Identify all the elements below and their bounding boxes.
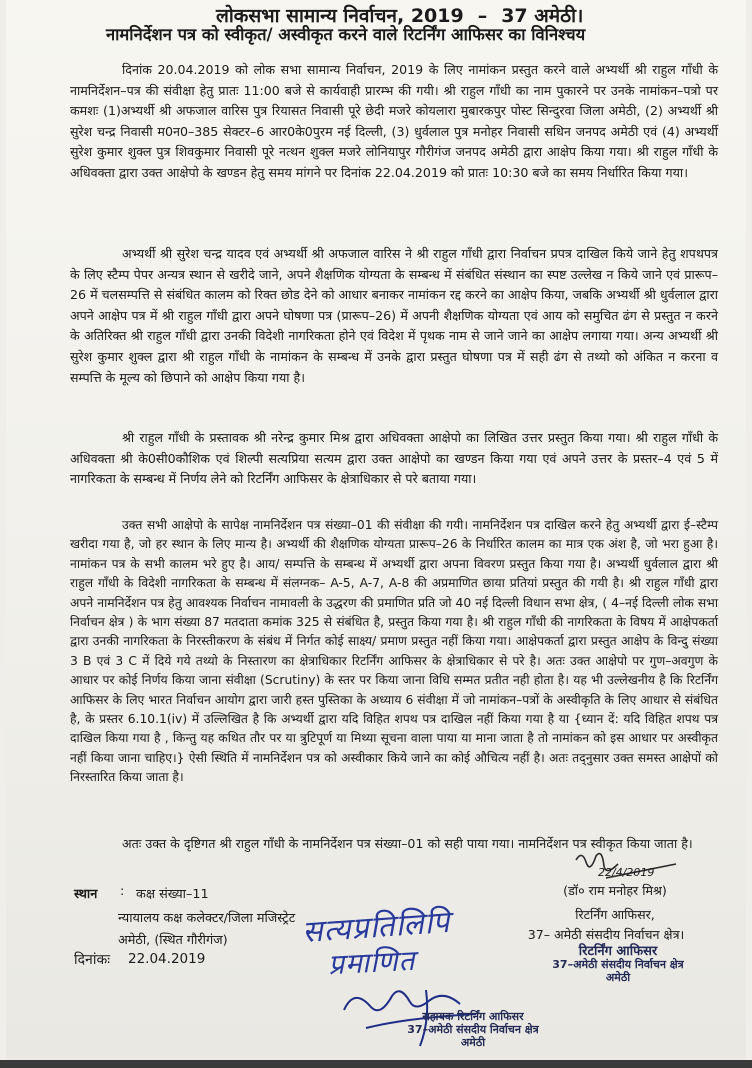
officer-stamp-line1: रिटर्निंग आफिसर bbox=[578, 944, 658, 959]
assistant-stamp-line3: अमेठी bbox=[460, 1036, 486, 1049]
officer-designation: रिटर्निंग आफिसर, bbox=[575, 907, 655, 922]
paragraph-proceedings: दिनांक 20.04.2019 को लोक सभा सामान्य निर्वाचन, 2019 के लिए नामांकन प्रस्तुत करने वाले अभ्यर्थी श्री राहुल गाँधी के नामनिर्देशन–पत्र की संवीक्षा हेतु प्रातः 11:00 बजे से कार्यवाही प्रारम्भ की गयी। श्री राहुल गाँधी का नाम पुकारने पर उनके नामांकन–पत्रो पर कमशः (1)अभ्यर्थी श्री अफजाल वारिस पुत्र रियासत निवासी पूरे छेदी मजरे कोयलारा मुबारकपुर पोस्ट सिन्दुरवा जिला अमेठी, (2) अभ्यर्थी श्री सुरेश चन्द्र निवासी म0न0–385 सेक्टर–6 आर0के0पुरम नई दिल्ली, (3) धुर्वलाल पुत्र मनोहर निवासी सधिन जनपद अमेठी एवं (4) अभ्यर्थी सुरेश कुमार शुक्ल पुत्र शिवकुमार निवासी पूरे नत्थन शुक्ल मजरे लोनियापुर गौरीगंज जनपद अमेठी द्वारा आक्षेप किया गया। श्री राहुल गाँधी के अधिवक्ता द्वारा उक्त आक्षेपो के खण्डन हेतु समय मांगने पर दिनांक 22.04.2019 को प्रातः 10:30 बजे का समय निर्धारित किया गया। bbox=[70, 62, 718, 180]
assistant-stamp bbox=[378, 1010, 568, 1049]
title-dash: – bbox=[477, 5, 488, 27]
place-court: न्यायालय कक्ष कलेक्टर/जिला मजिस्ट्रेट bbox=[118, 911, 296, 926]
paragraph-reply: श्री राहुल गाँधी के प्रस्तावक श्री नरेन्द्र कुमार मिश्र द्वारा अधिवक्ता आक्षेपो का लिखित उत्तर प्रस्तुत किया गया। श्री राहुल गाँधी के अधिवक्ता श्री के0सी0कौशिक एवं शिल्पी सत्यप्रिया सत्यम द्वारा उक्त आक्षेपो का खण्डन किया गया एवं अपने उत्तर के प्रस्तर–4 एवं 5 में नागरिकता के सम्बन्ध में निर्णय लेने को रिटर्निंग आफिसर के क्षेत्राधिकार से परे बताया गया। bbox=[70, 430, 718, 487]
place-label: स्थान bbox=[74, 887, 98, 902]
paragraph-scrutiny: उक्त सभी आक्षेपो के सापेक्ष नामनिर्देशन पत्र संख्या–01 की संवीक्षा की गयी। नामनिर्देशन पत्र दाखिल करने हेतु अभ्यर्थी द्वारा ई–स्टैम्प खरीदा गया है, जो हर स्थान के लिए मान्य है। अभ्यर्थी की शैक्षणिक योग्यता प्रारूप–26 के निर्धारित कालम का मात्र एक अंश है, जो भरा हुआ है। नामांकन पत्र के सभी कालम भरे हुए है। आय/ सम्पत्ति के सम्बन्ध में अभ्यर्थी द्वारा अपना विवरण प्रस्तुत किया गया है। अभ्यर्थी धुर्वलाल द्वारा श्री राहुल गाँधी के विदेशी नागरिकता के सम्बन्ध में संलग्नक– A-5, A-7, A-8 की अप्रमाणित छाया प्रतियां प्रस्तुत की गयी है। श्री राहुल गाँधी द्वारा अपने नामनिर्देशन पत्र हेतु आवश्यक निर्वाचन नामावली के उद्धरण की प्रमाणित प्रति जो 40 नई दिल्ली विधान सभा क्षेत्र, ( 4–नई दिल्ली लोक सभा निर्वाचन क्षेत्र ) के भाग संख्या 87 मतदाता कमांक 325 से संबंधित है, प्रस्तुत किया गया है। श्री राहुल गाँधी की नागरिकता के विषय में आक्षेपकर्ता द्वारा उनकी नागरिकता के निरस्तीकरण के संबंध में निर्गत कोई साक्ष्य/ प्रमाण प्रस्तुत नहीं किया गया। आक्षेपकर्ता द्वारा प्रस्तुत आक्षेप के विन्दु संख्या 3 B एवं 3 C में दिये गये तथ्यो के निस्तारण का क्षेत्राधिकार रिटर्निंग आफिसर के क्षेत्राधिकार से परे है। अतः उक्त आक्षेपो पर गुण–अवगुण के आधार पर कोई निर्णय किया जाना संवीक्षा (Scrutiny) के स्तर पर किया जाना विधि सम्मत प्रतीत नही होता है। यह भी उल्लेखनीय है कि रिटर्निंग आफिसर के लिए भारत निर्वाचन आयोग द्वारा जारी हस्त पुस्तिका के अध्याय 6 संवीक्षा में जो नामांकन–पत्रों के अस्वीकृति के लिए आधार से संबंधित है, के प्रस्तर 6.10.1(iv) में उल्लिखित है कि अभ्यर्थी द्वारा यदि विहित शपथ पत्र दाखिल नहीं किया गया है या {ध्यान दें: यदि विहित शपथ पत्र दाखिल किया गया है , किन्तु यह कथित तौर पर या त्रुटिपूर्ण या मिथ्या सूचना वाला पाया या माना जाता है तो नामांकन को इस आधार पर अस्वीकृत नहीं किया जाना चाहिए।} ऐसी स्थिति में नामनिर्देशन पत्र को अस्वीकार किये जाने का कोई औचित्य नहीं है। अतः तद्नुसार उक्त समस्त आक्षेपों को निरस्तारित किया जाता है। bbox=[70, 518, 718, 785]
assistant-stamp-line2: 37–अमेठी संसदीय निर्वाचन क्षेत्र bbox=[407, 1023, 539, 1036]
paragraph-objections: अभ्यर्थी श्री सुरेश चन्द्र यादव एवं अभ्यर्थी श्री अफजाल वारिस ने श्री राहुल गाँधी द्वारा निर्वाचन प्रपत्र दाखिल किये जाने हेतु शपथपत्र के लिए स्टैम्प पेपर अन्यत्र स्थान से खरीदे जाने, अपने शैक्षणिक योग्यता के सम्बन्ध में संबंधित संस्थान का स्पष्ट उल्लेख न किये जाने एवं प्रारूप–26 में चलसम्पत्ति से संबंधित कालम को रिक्त छोड देने को आधार बनाकर नामांकन रद्द करने का आक्षेप किया, जबकि अभ्यर्थी श्री धुर्वलाल द्वारा अपने आक्षेप पत्र में श्री राहुल गाँधी द्वारा अपने घोषणा पत्र (प्रारूप–26) में अपनी शैक्षणिक योग्यता एवं आय को समुचित ढंग से प्रस्तुत न करने के अतिरिक्त श्री राहुल गाँधी द्वारा उनकी विदेशी नागरिकता होने एवं विदेश में पृथक नाम से जाने जाने का आक्षेप लगाया गया। अन्य अभ्यर्थी श्री सुरेश कुमार शुक्ल द्वारा श्री राहुल गाँधी के नामांकन के सम्बन्ध में उनके द्वारा प्रस्तुत घोषणा पत्र में सही ढंग से तथ्यो को अंकित न करना व सम्पत्ति के मूल्य को छिपाने को आक्षेप किया गया है। bbox=[70, 246, 718, 385]
place-room: कक्ष संख्या–11 bbox=[136, 887, 209, 902]
place-city: अमेठी, (स्थित गौरीगंज) bbox=[118, 933, 228, 948]
officer-stamp-line3: अमेठी bbox=[605, 971, 631, 984]
paragraph-decision: अतः उक्त के दृष्टिगत श्री राहुल गाँधी के नामनिर्देशन पत्र संख्या–01 को सही पाया गया। नामनिर्देशन पत्र स्वीकृत किया जाता है। bbox=[122, 836, 693, 851]
date-label: दिनांकः bbox=[74, 952, 111, 968]
date-value: 22.04.2019 bbox=[128, 951, 206, 967]
document-subtitle: नामनिर्देशन पत्र को स्वीकृत/ अस्वीकृत करने वाले रिटर्निंग आफिसर का विनिश्चय bbox=[106, 25, 586, 44]
title-constituency: 37 अमेठी। bbox=[501, 5, 584, 27]
bottom-edge bbox=[0, 1060, 752, 1068]
attestation-line2: प्रमाणित bbox=[327, 943, 417, 982]
officer-stamp bbox=[518, 945, 718, 984]
officer-stamp-line2: 37–अमेठी संसदीय निर्वाचन क्षेत्र bbox=[552, 958, 684, 971]
officer-constituency: 37– अमेठी संसदीय निर्वाचन क्षेत्र। bbox=[527, 927, 685, 942]
officer-name: (डॉ० राम मनोहर मिश्र) bbox=[563, 883, 667, 898]
assistant-stamp-line1: सहायक रिटर्निंग आफिसर bbox=[422, 1010, 524, 1023]
officer-sign-date: 22/4/2019 bbox=[598, 866, 655, 879]
place-colon: : bbox=[120, 884, 125, 899]
document-page bbox=[6, 0, 746, 1060]
title-election: लोकसभा सामान्य निर्वाचन, 2019 bbox=[216, 5, 464, 27]
attestation-line1: सत्यप्रतिलिपि bbox=[301, 904, 452, 951]
